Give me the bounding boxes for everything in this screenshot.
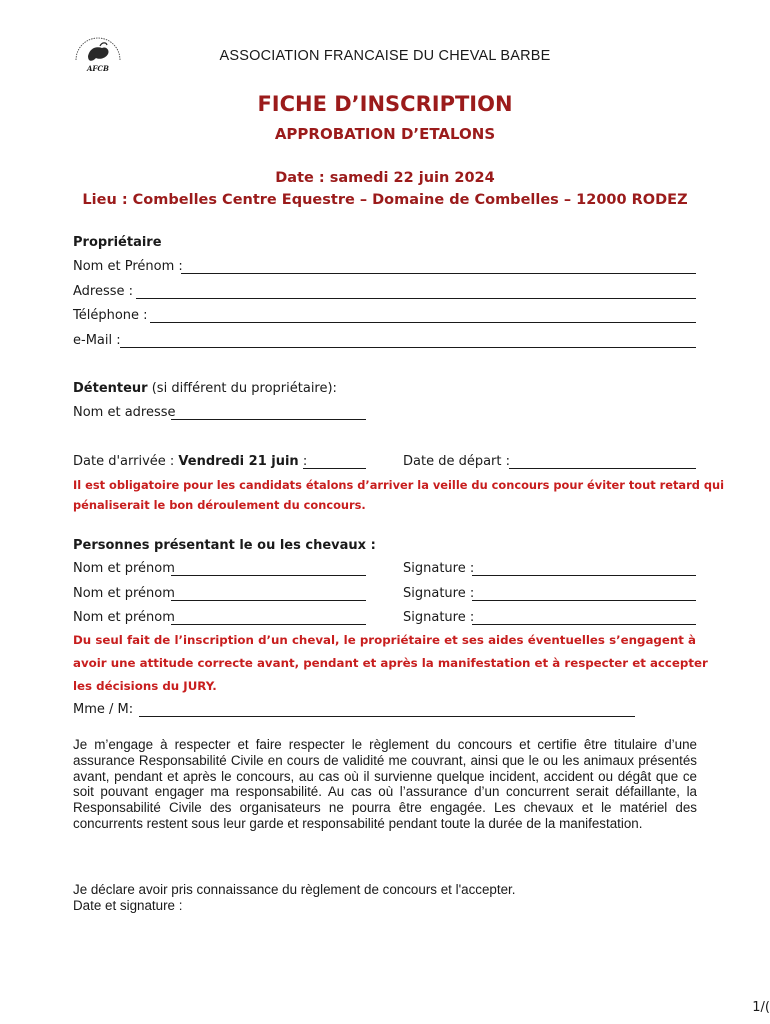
presenters-heading: Personnes présentant le ou les chevaux : (73, 538, 376, 553)
arrival-time-field[interactable] (303, 468, 366, 469)
date-signature-label: Date et signature : (73, 898, 183, 913)
owner-heading: Propriétaire (73, 235, 162, 250)
owner-name-label: Nom et Prénom : (73, 259, 183, 274)
engagement-warning-line-3: les décisions du JURY. (73, 679, 217, 693)
arrival-warning-line-1: Il est obligatoire pour les candidats étalons d’arriver la veille du concours pour éviter tout retard qui (73, 478, 725, 492)
engagement-warning-line-1: Du seul fait de l’inscription d’un cheval, le propriétaire et ses aides éventuelles s’engagent à (73, 633, 696, 647)
presenter-name-field[interactable] (171, 624, 366, 625)
presenter-signature-label: Signature : (403, 610, 475, 625)
page-subtitle: APPROBATION D’ETALONS (274, 125, 496, 143)
arrival-date-suffix: : (298, 454, 308, 469)
owner-email-field[interactable] (120, 347, 696, 348)
presenter-name-field[interactable] (171, 575, 366, 576)
declaration-text: Je déclare avoir pris connaissance du règlement de concours et l'accepter. (73, 882, 516, 897)
engagement-warning-line-2: avoir une attitude correcte avant, pendant et après la manifestation et à respecter et accepter (73, 656, 708, 670)
departure-date-field[interactable] (509, 468, 696, 469)
presenter-signature-field[interactable] (472, 600, 696, 601)
presenter-name-label: Nom et prénom (73, 586, 175, 601)
mme-m-label: Mme / M: (73, 702, 134, 717)
presenter-signature-label: Signature : (403, 586, 475, 601)
presenter-name-field[interactable] (171, 600, 366, 601)
presenter-name-label: Nom et prénom (73, 610, 175, 625)
engagement-paragraph: Je m’engage à respecter et faire respecter le règlement du concours et certifie être titulaire d’une assurance Responsabilité Civile en cours de validité me couvrant, ainsi que le ou les animaux présentés avant, pendant et après le concours, au cas où il survienne quelque incident, accident ou dégât que ce soit pouvant engager ma responsabilité. Au cas où l’assurance d’un concurrent serait défaillante, la Responsabilité Civile des organisateurs ne pourra être engagée. Les chevaux et le matériel des concurrents restent sous leur garde et responsabilité pendant toute la durée de la manifestation. (73, 737, 697, 831)
holder-heading (73, 381, 337, 396)
arrival-date-value: Vendredi 21 juin (178, 454, 299, 469)
holder-heading-label: Détenteur (73, 381, 148, 396)
presenter-signature-field[interactable] (472, 575, 696, 576)
association-name: ASSOCIATION FRANCAISE DU CHEVAL BARBE (219, 48, 551, 64)
page-title: FICHE D’INSCRIPTION (257, 92, 513, 116)
owner-address-field[interactable] (136, 298, 696, 299)
departure-date-label: Date de départ : (403, 454, 511, 469)
page-number: 1/( (752, 1000, 770, 1015)
holder-name-address-field[interactable] (171, 419, 366, 420)
holder-name-address-label: Nom et adresse (73, 405, 176, 420)
owner-address-label: Adresse : (73, 284, 134, 299)
presenter-signature-label: Signature : (403, 561, 475, 576)
mme-m-field[interactable] (139, 716, 635, 717)
presenter-name-label: Nom et prénom (73, 561, 175, 576)
owner-phone-field[interactable] (150, 322, 696, 323)
arrival-warning-line-2: pénaliserait le bon déroulement du concours. (73, 498, 366, 512)
event-location: Lieu : Combelles Centre Equestre – Domaine de Combelles – 12000 RODEZ (82, 192, 688, 208)
event-date: Date : samedi 22 juin 2024 (275, 170, 495, 186)
logo-abbr: AFCB (87, 64, 109, 73)
holder-heading-note: (si différent du propriétaire): (147, 381, 337, 396)
owner-email-label: e-Mail : (73, 333, 121, 348)
arrival-date (73, 454, 307, 469)
owner-phone-label: Téléphone : (73, 308, 148, 323)
presenter-signature-field[interactable] (472, 624, 696, 625)
owner-name-field[interactable] (181, 273, 696, 274)
arrival-date-label: Date d'arrivée : (73, 454, 179, 469)
